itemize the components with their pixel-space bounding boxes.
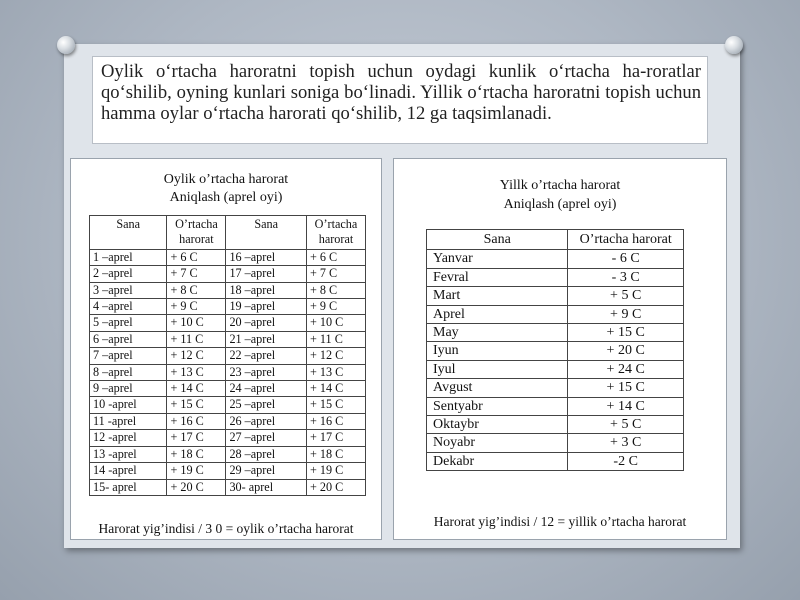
table-row	[427, 434, 684, 452]
intro-text: Oylik o‘rtacha haroratni topish uchun oydagi kunlik o‘rtacha ha-roratlar qo‘shilib, oyning kunlari soniga bo‘linadi. Yillik o‘rtacha haroratni topish uchun hamma oylar o‘rtacha harorati qo‘shilib, 12 ga taqsimlanadi.	[92, 56, 708, 144]
date-cell: 1 –aprel	[90, 249, 167, 265]
column-header: O’rtacha harorat	[307, 216, 366, 250]
temperature-cell: + 8 C	[307, 282, 366, 298]
temperature-cell: + 15 C	[167, 397, 226, 413]
panel-title-line2: Aniqlash (aprel oyi)	[503, 197, 617, 212]
date-cell: 21 –aprel	[226, 331, 307, 347]
table-row	[90, 348, 366, 364]
date-cell: 9 –aprel	[90, 381, 167, 397]
temperature-cell: + 20 C	[568, 342, 684, 360]
date-cell: 12 -aprel	[90, 430, 167, 446]
temperature-cell: + 15 C	[307, 397, 366, 413]
table-row	[90, 430, 366, 446]
pushpin-icon	[57, 36, 75, 54]
table-row	[427, 452, 684, 470]
temperature-cell: + 13 C	[167, 364, 226, 380]
table-row	[427, 416, 684, 434]
column-header: Sana	[90, 216, 167, 250]
month-cell: Fevral	[427, 268, 568, 286]
temperature-cell: + 6 C	[167, 249, 226, 265]
table-row	[427, 287, 684, 305]
temperature-cell: + 11 C	[307, 331, 366, 347]
date-cell: 15- aprel	[90, 479, 167, 495]
temperature-cell: + 7 C	[307, 266, 366, 282]
table-row	[90, 413, 366, 429]
date-cell: 8 –aprel	[90, 364, 167, 380]
yearly-average-panel	[393, 158, 727, 540]
column-header: O’rtacha harorat	[568, 230, 684, 250]
temperature-cell: + 16 C	[307, 413, 366, 429]
temperature-cell: + 12 C	[167, 348, 226, 364]
column-header: Sana	[226, 216, 307, 250]
date-cell: 27 –aprel	[226, 430, 307, 446]
table-row	[90, 381, 366, 397]
temperature-cell: + 14 C	[568, 397, 684, 415]
month-cell: May	[427, 324, 568, 342]
date-cell: 2 –aprel	[90, 266, 167, 282]
month-cell: Mart	[427, 287, 568, 305]
temperature-cell: + 7 C	[167, 266, 226, 282]
temperature-cell: + 5 C	[568, 287, 684, 305]
date-cell: 26 –aprel	[226, 413, 307, 429]
date-cell: 5 –aprel	[90, 315, 167, 331]
temperature-cell: + 13 C	[307, 364, 366, 380]
date-cell: 18 –aprel	[226, 282, 307, 298]
temperature-cell: + 8 C	[167, 282, 226, 298]
table-row	[90, 463, 366, 479]
monthly-average-panel	[70, 158, 382, 540]
temperature-cell: + 10 C	[307, 315, 366, 331]
table-row	[90, 331, 366, 347]
date-cell: 4 –aprel	[90, 299, 167, 315]
temperature-cell: + 19 C	[167, 463, 226, 479]
table-row	[427, 305, 684, 323]
temperature-cell: + 24 C	[568, 360, 684, 378]
april-table-body	[90, 249, 366, 495]
month-cell: Avgust	[427, 379, 568, 397]
date-cell: 23 –aprel	[226, 364, 307, 380]
table-row	[90, 446, 366, 462]
temperature-cell: + 17 C	[167, 430, 226, 446]
date-cell: 10 -aprel	[90, 397, 167, 413]
date-cell: 7 –aprel	[90, 348, 167, 364]
month-cell: Iyun	[427, 342, 568, 360]
temperature-cell: + 5 C	[568, 416, 684, 434]
date-cell: 28 –aprel	[226, 446, 307, 462]
month-cell: Oktaybr	[427, 416, 568, 434]
temperature-cell: - 6 C	[568, 250, 684, 268]
table-row	[427, 342, 684, 360]
table-row	[90, 266, 366, 282]
date-cell: 6 –aprel	[90, 331, 167, 347]
temperature-cell: + 19 C	[307, 463, 366, 479]
column-header: O’rtacha harorat	[167, 216, 226, 250]
table-row	[90, 299, 366, 315]
date-cell: 14 -aprel	[90, 463, 167, 479]
table-row	[427, 268, 684, 286]
date-cell: 29 –aprel	[226, 463, 307, 479]
date-cell: 20 –aprel	[226, 315, 307, 331]
panel-title-line2: Aniqlash (aprel oyi)	[169, 190, 283, 205]
temperature-cell: + 17 C	[307, 430, 366, 446]
yearly-table-body	[427, 250, 684, 471]
temperature-cell: + 9 C	[307, 299, 366, 315]
month-cell: Iyul	[427, 360, 568, 378]
yearly-formula: Harorat yig’indisi / 12 = yillik o’rtacha harorat	[433, 514, 687, 529]
date-cell: 24 –aprel	[226, 381, 307, 397]
date-cell: 25 –aprel	[226, 397, 307, 413]
temperature-cell: + 20 C	[167, 479, 226, 495]
table-row	[427, 324, 684, 342]
month-cell: Yanvar	[427, 250, 568, 268]
column-header: Sana	[427, 230, 568, 250]
table-row	[427, 379, 684, 397]
temperature-cell: -2 C	[568, 452, 684, 470]
table-row	[427, 397, 684, 415]
temperature-cell: + 14 C	[307, 381, 366, 397]
table-row	[427, 250, 684, 268]
pushpin-icon	[725, 36, 743, 54]
table-row	[90, 364, 366, 380]
temperature-cell: + 3 C	[568, 434, 684, 452]
date-cell: 3 –aprel	[90, 282, 167, 298]
table-row	[90, 397, 366, 413]
table-header-row	[90, 216, 366, 250]
month-cell: Noyabr	[427, 434, 568, 452]
table-row	[90, 479, 366, 495]
panel-title-line1: Oylik o’rtacha harorat	[163, 172, 289, 187]
date-cell: 16 –aprel	[226, 249, 307, 265]
temperature-cell: + 6 C	[307, 249, 366, 265]
april-temperature-table	[89, 215, 366, 496]
yearly-temperature-table	[426, 229, 684, 471]
month-cell: Aprel	[427, 305, 568, 323]
date-cell: 13 -aprel	[90, 446, 167, 462]
temperature-cell: + 20 C	[307, 479, 366, 495]
date-cell: 11 -aprel	[90, 413, 167, 429]
panel-title-line1: Yillk o’rtacha harorat	[499, 178, 621, 193]
temperature-cell: + 11 C	[167, 331, 226, 347]
table-row	[90, 249, 366, 265]
date-cell: 30- aprel	[226, 479, 307, 495]
temperature-cell: - 3 C	[568, 268, 684, 286]
table-header-row	[427, 230, 684, 250]
temperature-cell: + 9 C	[167, 299, 226, 315]
temperature-cell: + 18 C	[167, 446, 226, 462]
date-cell: 19 –aprel	[226, 299, 307, 315]
table-row	[90, 282, 366, 298]
temperature-cell: + 15 C	[568, 379, 684, 397]
temperature-cell: + 15 C	[568, 324, 684, 342]
temperature-cell: + 14 C	[167, 381, 226, 397]
table-row	[90, 315, 366, 331]
date-cell: 22 –aprel	[226, 348, 307, 364]
monthly-formula: Harorat yig’indisi / 3 0 = oylik o’rtacha harorat	[98, 521, 354, 536]
table-row	[427, 360, 684, 378]
temperature-cell: + 18 C	[307, 446, 366, 462]
temperature-cell: + 16 C	[167, 413, 226, 429]
month-cell: Dekabr	[427, 452, 568, 470]
temperature-cell: + 9 C	[568, 305, 684, 323]
temperature-cell: + 10 C	[167, 315, 226, 331]
temperature-cell: + 12 C	[307, 348, 366, 364]
date-cell: 17 –aprel	[226, 266, 307, 282]
month-cell: Sentyabr	[427, 397, 568, 415]
